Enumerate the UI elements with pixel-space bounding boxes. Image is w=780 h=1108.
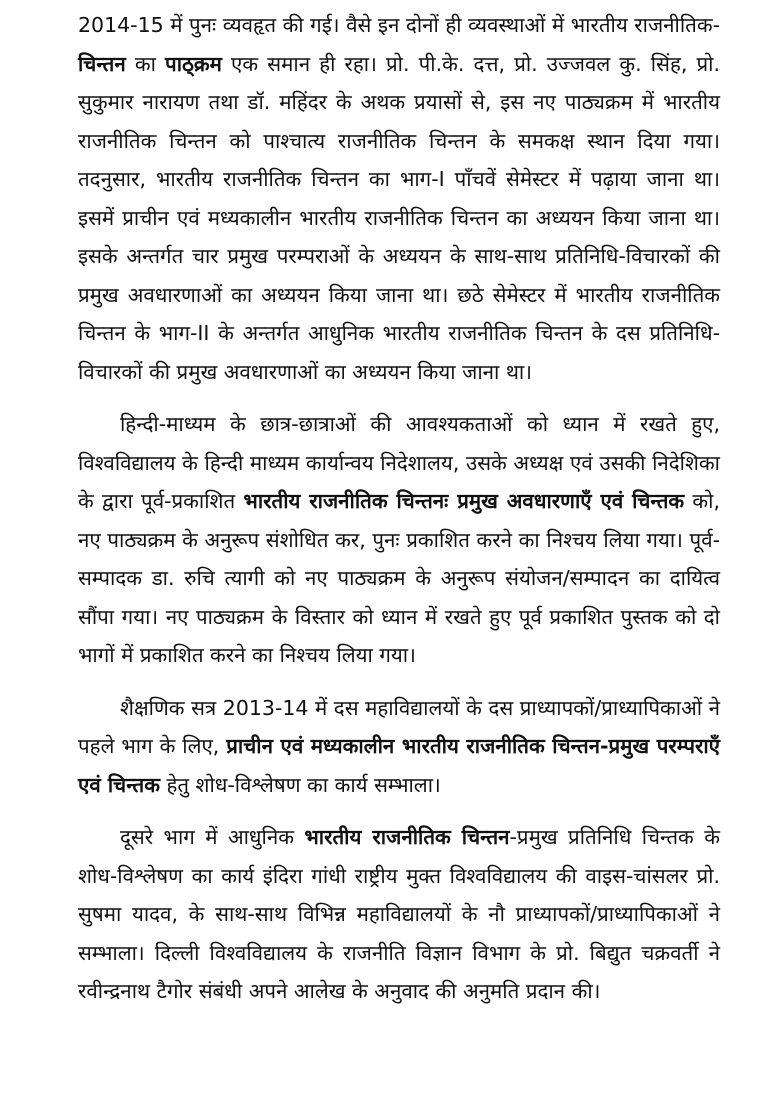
paragraph-text: -प्रमुख प्रतिनिधि चिन्तक के शोध-विश्लेषण का कार्य इंदिरा गांधी राष्ट्रीय मुक्त विश्वविद्यालय की वाइस-चांसलर प्रो. सुषमा यादव, के साथ-साथ विभिन्न महाविद्यालयों के नौ प्राध्यापकों/प्राध्यापिकाओं ने सम्भाला। दिल्ली विश्वविद्यालय के राजनीति विज्ञान विभाग के प्रो. बिद्युत चक्रवर्ती ने रवीन्द्रनाथ टैगोर संबंधी अपने आलेख के अनुवाद की अनुमति प्रदान की। [78,825,720,1003]
bold-phrase: चिन्तन [78,51,126,76]
document-page [78,6,720,1025]
paragraph-text: को, नए पाठ्यक्रम के अनुरूप संशोधित कर, पुनः प्रकाशित करने का निश्चय लिया गया। पूर्व-सम्पादक डा. रुचि त्यागी को नए पाठ्यक्रम के अनुरूप संयोजन/सम्पादन का दायित्व सौंपा गया। नए पाठ्यक्रम के विस्तार को ध्यान में रखते हुए पूर्व प्रकाशित पुस्तक को दो भागों में प्रकाशित करने का निश्चय लिया गया। [78,489,720,667]
paragraph-text: 2014-15 में पुनः व्यवहृत की गई। वैसे इन दोनों ही व्यवस्थाओं में भारतीय राजनीतिक- [78,13,720,37]
paragraph-1 [78,6,720,391]
paragraph-text: का [125,51,166,76]
paragraph-text: शैक्षणिक सत्र 2013-14 में दस महाविद्यालयों के दस प्राध्यापकों/प्राध्यापिकाओं ने पहले भाग के लिए, [78,695,720,758]
paragraph-text: दूसरे भाग में आधुनिक [120,825,305,849]
part-two-title-bold: भारतीय राजनीतिक चिन्तन [304,825,510,849]
paragraph-text: एक समान ही रहा। प्रो. पी.के. दत्त, प्रो. उज्जवल कु. सिंह, प्रो. सुकुमार नारायण तथा डॉ. महिंदर के अथक प्रयासों से, इस नए पाठ्यक्रम में भारतीय राजनीतिक चिन्तन को पाश्चात्य राजनीतिक चिन्तन के समकक्ष स्थान दिया गया। तदनुसार, भारतीय राजनीतिक चिन्तन का भाग-I पाँचवें सेमेस्टर में पढ़ाया जाना था। इसमें प्राचीन एवं मध्यकालीन भारतीय राजनीतिक चिन्तन का अध्ययन किया जाना था। इसके अन्तर्गत चार प्रमुख परम्पराओं के अध्ययन के साथ-साथ प्रतिनिधि-विचारकों की प्रमुख अवधारणाओं का अध्ययन किया जाना था। छठे सेमेस्टर में भारतीय राजनीतिक चिन्तन के भाग-II के अन्तर्गत आधुनिक भारतीय राजनीतिक चिन्तन के दस प्रतिनिधि-विचारकों की प्रमुख अवधारणाओं का अध्ययन किया जाना था। [78,51,720,384]
paragraph-2 [78,405,720,675]
paragraph-text: हेतु शोध-विश्लेषण का कार्य सम्भाला। [159,772,441,797]
part-one-title-bold: प्राचीन एवं मध्यकालीन भारतीय राजनीतिक चिन्तन-प्रमुख परम्पराएँ एवं चिन्तक [78,734,721,797]
paragraph-4 [78,818,720,1011]
bold-phrase: पाठ्क्रम [165,51,222,76]
paragraph-3 [78,689,720,805]
paragraph-text: हिन्दी-माध्यम के छात्र-छात्राओं की आवश्यकताओं को ध्यान में रखते हुए, विश्वविद्यालय के हिन्दी माध्यम कार्यान्वय निदेशालय, उसके अध्यक्ष एवं उसकी निदेशिका के द्वारा पूर्व-प्रकाशित [78,412,720,513]
book-title-bold: भारतीय राजनीतिक चिन्तनः प्रमुख अवधारणाएँ एवं चिन्तक [243,489,685,513]
